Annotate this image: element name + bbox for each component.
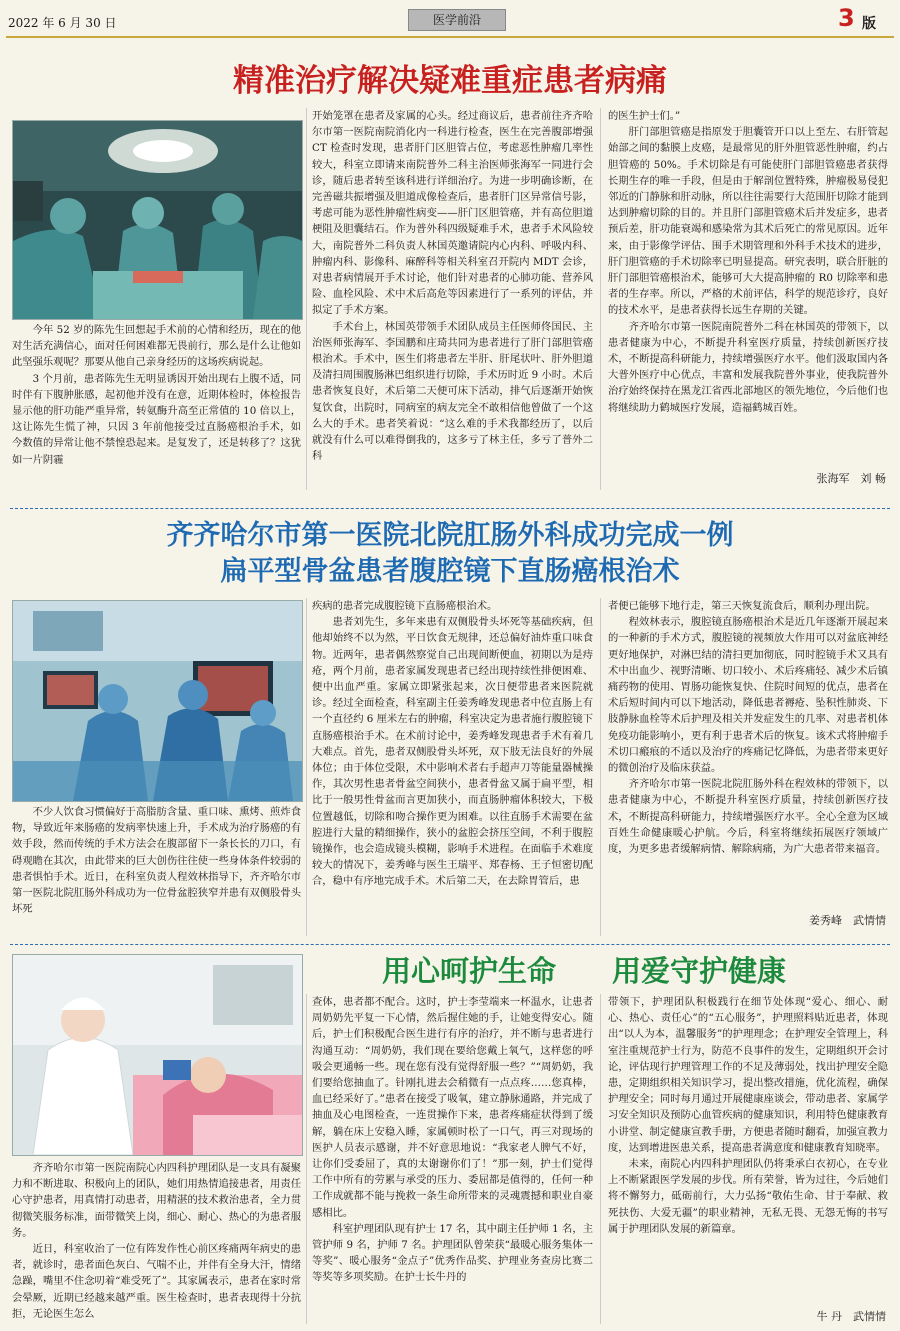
- column-divider: [306, 994, 307, 1324]
- article3-col2-p1: 查体，患者都不配合。这时，护士李莹端来一杯温水，让患者周奶奶先平复一下心情，然后握住她的手，让她变得安心。随后，护士们积极配合医生进行有序的治疗，并不断与患者进行沟通互动：“周奶奶，我们现在要给您戴上氧气，这样您的呼吸会更通畅一些。现在您有没有觉得舒服一些？”“周奶奶，我们要给您抽血了。针刚扎进去会稍微有一点点疼……您真棒，血已经采好了。”患者在接受了吸氧，建立静脉通路，并完成了抽血及心电图检查，一连贯操作下来，患者疼痛症状得到了缓解，躺在床上安稳入睡，家属顿时松了一口气，再三对现场的医护人员表示感谢，并不好意思地说：“我家老人脾气不好，让你们受委屈了，真的太谢谢你们了！”那一刻，护士们觉得工作中所有的劳累与承受的压力、委屈都是值得的，任何一种工作成就都不能与挽救一条生命所带来的灵魂震撼和职业自豪感相比。: [312, 996, 593, 1219]
- laparoscopy-photo: [12, 600, 303, 802]
- article3-col3-p2: 未来，南院心内四科护理团队仍将秉承白衣初心，在专业上不断紧跟医学发展的步伐。所有荣誉，皆为过往，今后她们将不懈努力，砥砺前行，大力弘扬“敬佑生命、甘于奉献、救死扶伤、大爱无疆”的职业精神，无私无畏、无怨无悔的书写属于护理团队发展的新篇章。: [608, 1158, 888, 1235]
- article2-col3-p3: 齐齐哈尔市第一医院北院肛肠外科在程效林的带领下，以患者健康为中心，不断提升科室医疗质量，持续创新医疗技术，不断提高科研能力，持续增强医疗水平。全心全意为区域百姓生命健康暖心护航。今后，科室将继续拓展医疗领域广度，为更多患者缓解病情、解除病痛，为广大患者带来福音。: [608, 778, 888, 856]
- article1-col3-p3: 齐齐哈尔市第一医院南院普外二科在林国英的带领下，以患者健康为中心，不断提升科室医疗质量，持续创新医疗技术，不断提高科研能力，持续增强医疗水平。他们汲取国内各大普外医疗中心优点，丰富和发展我院普外事业，使我院普外治疗始终保持在黑龙江省西北部地区的领先地位，今后他们也将继续助力鹤城医疗发展，造福鹤城百姓。: [608, 320, 888, 414]
- article1-col2-p1: 开始笼罩在患者及家属的心头。经过商议后，患者前往齐齐哈尔市第一医院南院消化内一科进行检查，医生在完善腹部增强 CT 检查时发现，患者肝门区胆管占位，考虑恶性肿瘤几率性较大，科室立即请来南院普外二科主治医师张海军一同进行会诊，随后患者转至该科进行详细治疗。为进一步明确诊断，在完善磁共振增强及胆道成像检查后，患者肝门区异常信号影，考虑可能为恶性肿瘤性病变——肝门区胆管癌，并有高位胆道梗阻及胆囊结石。作为普外科四级疑难手术，患者手术风险较大，南院普外二科负责人林国英邀请院内心内科、呼吸内科、肿瘤内科、影像科、麻醉科等相关科室召开院内 MDT 会诊，对患者病情展开手术讨论，他们针对患者的心肺功能、营养风险、血栓风险、术中术后高危等因素进行了一系列的评估，并拟定了手术方案。: [312, 110, 593, 317]
- nursing-photo: [12, 954, 303, 1156]
- article1-col1-p1: 今年 52 岁的陈先生回想起手术前的心情和经历，现在的他对生活充满信心，面对任何困难都无畏前行，那么是什么让他如此坚强乐观呢？那要从他自己亲身经历的这场疾病说起。: [12, 324, 301, 369]
- article3-headline-part2: 用爱守护健康: [612, 954, 787, 988]
- article2-col1-p1: 不少人饮食习惯偏好于高脂肪含量、重口味、熏烤、煎炸食物，导致近年来肠癌的发病率快速上升，手术成为治疗肠癌的有效手段，然而传统的手术方法会在腹部留下一条长长的刀口，有碍观瞻在其次，由此带来的巨大创伤往往使一些身体条件较弱的患者惧怕手术。近日，在科室负责人程效林指导下，齐齐哈尔市第一医院北院肛肠外科成功为一位骨盆腔狭窄并患有双侧股骨头坏死: [12, 806, 301, 916]
- article1-col2: [312, 108, 593, 490]
- article2-col3-p2: 程效林表示，腹腔镜直肠癌根治术是近几年逐渐开展起来的一种新的手术方式，腹腔镜的视频放大作用可以对盆底神经更好地保护，对淋巴结的清扫更加彻底，同时腔镜手术又具有术中出血少、视野清晰、切口较小、术后疼痛轻、减少术后镇痛药物的使用、胃肠功能恢复快、住院时间短的优点，患者在术后短时间内可以下地活动，降低患者褥疮、坠积性肺炎、下肢静脉血栓等术后护理及相关并发症发生的几率、对患者机体免疫功能影响小，更有利于患者术后的恢复。该术式将肿瘤手术切口瘢痕的不适以及治疗的疼痛记忆降低，为患者带来更好的微创治疗及临床获益。: [608, 616, 888, 775]
- article3-col1-p2: 近日，科室收治了一位有阵发作性心前区疼痛两年病史的患者，就诊时，患者面色灰白、气喘不止，并伴有全身大汗，情绪急躁，嘴里不住念叨着“难受死了”。其家属表示，患者在家时常会晕厥，近期已经越来越严重。医生检查时，患者表现得十分抗拒，无论医生怎么: [12, 1243, 301, 1320]
- section-label: 医学前沿: [408, 9, 506, 31]
- article1-col2-p2: 手术台上，林国英带领手术团队成员主任医师佟国民、主治医师张海军、李国鹏和庄琦共同为患者进行了肝门部胆管癌根治术。手术中，医生们将患者左半肝、肝尾状叶、肝外胆道及清扫周围腹肠淋巴组织进行切除，手术历时近 9 小时。术后患者恢复良好，术后第二天便可床下活动，排气后逐渐开始恢复饮食，出院时，同病室的病友完全不敢相信他曾做了一个这么大的手术。患者笑着说：“这么难的手术我都经历了，以后就没有什么可以难得倒我的，这多亏了林主任，多亏了普外二科: [312, 320, 593, 463]
- article3-col1: [12, 1160, 301, 1324]
- article2-col2-p1: 疾病的患者完成腹腔镜下直肠癌根治术。: [312, 600, 498, 612]
- column-divider: [600, 994, 601, 1324]
- page-suffix: 版: [862, 16, 876, 32]
- article3-byline: 牛 丹 武情情: [816, 1310, 886, 1323]
- article2-col1: [12, 804, 301, 934]
- article2-headline-line2: 扁平型骨盆患者腹腔镜下直肠癌根治术: [220, 556, 680, 587]
- article2-headline-line1: 齐齐哈尔市第一医院北院肛肠外科成功完成一例: [166, 520, 734, 551]
- article2-col2-p2: 患者刘先生，多年来患有双侧股骨头坏死等基础疾病，但他却始终不以为然，平日饮食无规律，还总偏好油炸重口味食物。近两年，患者偶然察觉自己出现间断便血，初期以为是痔疮，两个月前，患者家属发现患者已经出现持续性排便困难、便中出血严重。家属立即紧张起来，次日便带患者来医院就诊。经过全面检查，科室副主任姜秀峰发现患者中位直肠上有一个直径约 6 厘米左右的肿瘤，科室决定为患者施行腹腔镜下直肠癌根治手术。在术前讨论中，姜秀峰发现患者手术有着几大难点。首先，患者双侧股骨头坏死，双下肢无法良好的外展体位；由于体位受限，术中影响术者右手超声刀等能量器械操作，其次男性患者骨盆空间狭小，患者骨盆又属于扁平型，相比于一般男性骨盆而言更加狭小，而直肠肿瘤体积较大，下极位置越低，切除和吻合操作更为困难。以往直肠手术需要在盆腔进行大量的精细操作，狭小的盆腔会挤压空间，不利于腹腔镜操作，也会造成镜头模糊，影响手术进程。在面临手术难度较大的情况下，姜秀峰与医生王瑞平、郑春杨、王子恒密切配合，稳中有序地完成手术。术后第二天，在去除胃管后，患: [312, 616, 593, 888]
- article2-col3: [608, 598, 888, 908]
- column-divider: [306, 108, 307, 490]
- article3-col3: [608, 994, 888, 1292]
- column-divider: [600, 108, 601, 490]
- article3-headline-part1: 用心呵护生命: [382, 954, 557, 988]
- article2-byline: 姜秀峰 武情情: [809, 914, 886, 927]
- article2-col2: [312, 598, 593, 936]
- column-divider: [600, 598, 601, 936]
- section-divider: [10, 508, 890, 509]
- page-number: 3: [838, 4, 855, 32]
- article1-col1: [12, 322, 301, 490]
- article1-col3-p2: 肝门部胆管癌是指原发于胆囊管开口以上至左、右肝管起始部之间的黏膜上皮癌，是最常见的肝外胆管恶性肿瘤，约占胆管癌的 50%。手术切除是有可能使肝门部胆管癌患者获得长期生存的唯一手段，但是由于解剖位置特殊，肿瘤极易侵犯邻近的门静脉和肝动脉，所以往往需要行大范围肝切除才能到达到肿瘤切除的目的。并且肝门部胆管癌术后并发症多，患者预后差，肝功能衰竭和感染常为其术后死亡的常见原因。近年来，由于影像学评估、围手术期管理和外科手术技术的进步，肝门胆管癌的手术切除率已明显提高。研究表明，联合肝脏的肝门部胆管癌根治术，能够可大大提高肿瘤的 R0 切除率和患者的生存率。所以，严格的术前评估，科学的规范诊疗，良好的技术水平，是患者获得长远生存期的关键。: [608, 126, 888, 317]
- article1-col3: [608, 108, 888, 462]
- article1-col3-p1: 的医生护士们。”: [608, 110, 681, 122]
- column-divider: [306, 598, 307, 936]
- article3-col2-p2: 科室护理团队现有护士 17 名，其中副主任护师 1 名，主管护师 9 名，护师 7 名。护理团队曾荣获“最暖心服务集体一等奖”、暖心服务“金点子”优秀作品奖、护理业务查房比赛二等奖等多项奖励。在护士长牛丹的: [312, 1222, 593, 1284]
- article3-col3-p1: 带领下，护理团队积极践行在细节处体现“爱心、细心、耐心、热心、责任心”的“五心服务”，护理照料贴近患者，体现出“以人为本，温馨服务”的护理理念；在护理安全管理上，科室注重规范护士行为，防范不良事件的发生，定期组织开会讨论，评估现行护理管理工作的不足及薄弱处，找出护理安全隐患，定期组织相关知识学习，提出整改措施，优化流程，确保护理安全；同时每月通过开展健康座谈会，带动患者、家属学习安全知识及预防心血管疾病的健康知识，利用特色健康教育小讲堂、制定健康宣教手册，方便患者随时翻看，加强宣教力度，达到增进医患关系，提高患者满意度和健康教育知晓率。: [608, 996, 888, 1154]
- issue-date: 2022 年 6 月 30 日: [8, 16, 117, 30]
- article2-col3-p1: 者便已能够下地行走，第三天恢复流食后，顺利办理出院。: [608, 600, 876, 612]
- article1-headline: 精准治疗解决疑难重症患者病痛: [233, 63, 667, 99]
- header-rule: [6, 36, 894, 38]
- article1-byline: 张海军 刘 畅: [816, 472, 886, 485]
- section-divider: [10, 944, 890, 945]
- article3-col1-p1: 齐齐哈尔市第一医院南院心内四科护理团队是一支具有凝聚力和不断进取、积极向上的团队，她们用热情追接患者，用责任心守护患者，用真情打动患者，用精湛的技术救治患者，全力贯彻微笑服务标准，面带微笑上岗，细心、耐心、热心的为患者服务。: [12, 1162, 301, 1239]
- article3-col2: [312, 994, 593, 1324]
- surgery-photo: [12, 120, 303, 320]
- article1-col1-p2: 3 个月前，患者陈先生无明显诱因开始出现右上腹不适，同时伴有下腹肿胀感，起初他并没有在意，近期体检时，体检报告显示他的肝功能严重异常，转氨酶升高至正常值的 10 倍以上，这让陈先生慌了神，只因 3 年前他接受过直肠癌根治手术，如今数值的异常让他不禁惶恐起来。是复发了，还是转移了？这犹如一片阴霾: [12, 372, 301, 466]
